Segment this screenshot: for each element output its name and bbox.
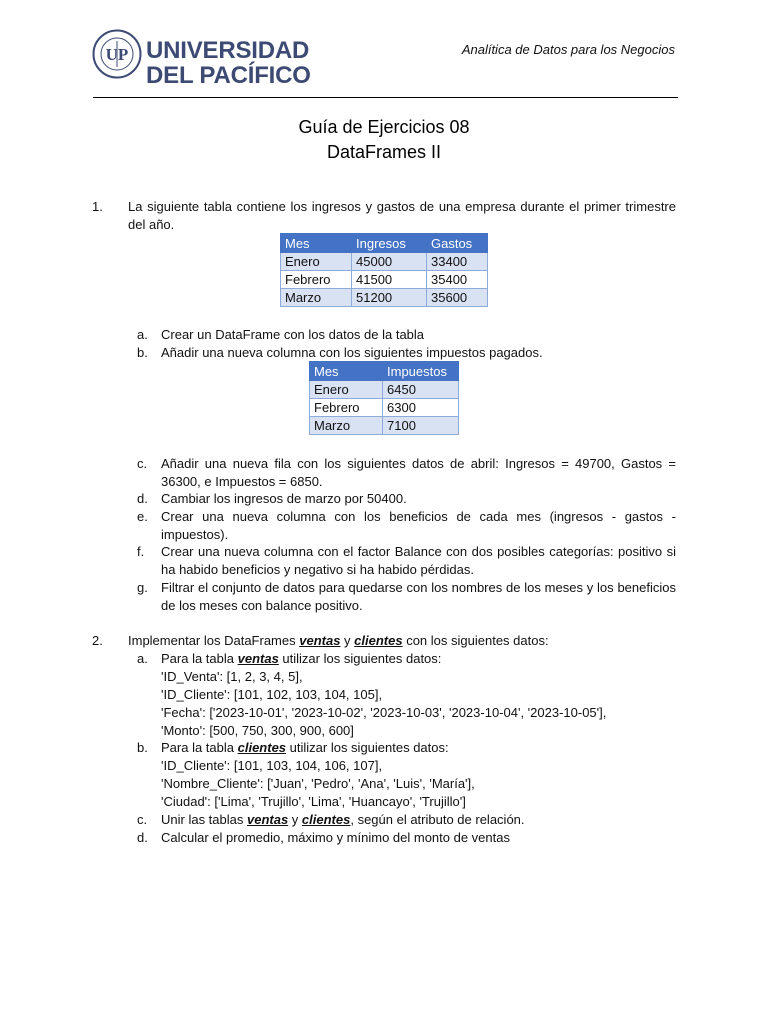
- course-name: Analítica de Datos para los Negocios: [461, 42, 675, 57]
- table-header-cell: Gastos: [427, 234, 488, 253]
- item-text: utilizar los siguientes datos:: [278, 651, 442, 666]
- ventas-data-line: 'Fecha': ['2023-10-01', '2023-10-02', '2023-10-03', '2023-10-04', '2023-10-05'],: [161, 705, 607, 720]
- table-cell: Febrero: [281, 271, 352, 289]
- table-cell: Febrero: [310, 399, 383, 417]
- item-2d-text: Calcular el promedio, máximo y mínimo del monto de ventas: [161, 830, 510, 845]
- table-cell: 6300: [383, 399, 459, 417]
- guide-subtitle: DataFrames II: [326, 142, 442, 162]
- item-letter: g.: [137, 580, 148, 595]
- table-cell: Marzo: [310, 417, 383, 435]
- ventas-name: ventas: [237, 651, 279, 666]
- table-row: [281, 271, 488, 289]
- table-cell: Marzo: [281, 289, 352, 307]
- clientes-data-line: 'Nombre_Cliente': ['Juan', 'Pedro', 'Ana', 'Luis', 'María'],: [161, 776, 475, 791]
- table-cell: 35400: [427, 271, 488, 289]
- item-letter: c.: [137, 812, 148, 827]
- item-text: utilizar los siguientes datos:: [286, 740, 449, 755]
- table-cell: 7100: [383, 417, 459, 435]
- header-divider: [93, 97, 678, 98]
- clientes-name: clientes: [301, 812, 351, 827]
- exercise-2-number: 2.: [92, 633, 103, 648]
- svg-text:UP: UP: [105, 45, 129, 64]
- intro-text: Implementar los DataFrames: [128, 633, 300, 648]
- table-header-cell: Ingresos: [352, 234, 427, 253]
- table-cell: Enero: [281, 253, 352, 271]
- table-header-cell: Mes: [310, 362, 383, 381]
- item-letter: f.: [137, 544, 145, 559]
- item-1c-text: Añadir una nueva fila con los siguientes datos de abril: Ingresos = 49700, Gastos = 36300, e Impuestos = 6850.: [161, 456, 676, 489]
- item-2c-text: [161, 811, 676, 829]
- clientes-data-line: 'ID_Cliente': [101, 103, 104, 106, 107],: [161, 758, 383, 773]
- table-header-cell: Mes: [281, 234, 352, 253]
- table-row: [310, 399, 459, 417]
- item-1e-text: Crear una nueva columna con los beneficios de cada mes (ingresos - gastos - impuestos).: [161, 509, 676, 542]
- item-letter: a.: [137, 327, 148, 342]
- item-1f-text: Crear una nueva columna con el factor Balance con dos posibles categorías: positivo si ha habido beneficios y negativo si ha habido pérdidas.: [161, 544, 676, 577]
- item-text: Unir las tablas: [161, 812, 247, 827]
- item-letter: d.: [137, 491, 148, 506]
- item-letter: d.: [137, 830, 148, 845]
- logo-line-pacifico: DEL PACÍFICO: [146, 62, 311, 89]
- table-cell: 51200: [352, 289, 427, 307]
- item-text: y: [288, 812, 302, 827]
- exercise-1-number: 1.: [92, 199, 103, 214]
- table-cell: 33400: [427, 253, 488, 271]
- table-row: [310, 381, 459, 399]
- clientes-name: clientes: [354, 633, 403, 648]
- item-1b-text: Añadir una nueva columna con los siguientes impuestos pagados.: [161, 345, 543, 360]
- item-letter: c.: [137, 456, 148, 471]
- clientes-name: clientes: [237, 740, 287, 755]
- item-1g-text: Filtrar el conjunto de datos para quedarse con los nombres de los meses y los beneficios de los meses con balance positivo.: [161, 580, 676, 613]
- table-header-row: [310, 362, 459, 381]
- item-letter: b.: [137, 740, 148, 755]
- item-text: , según el atributo de relación.: [350, 812, 525, 827]
- table-header-cell: Impuestos: [383, 362, 459, 381]
- clientes-data-line: 'Ciudad': ['Lima', 'Trujillo', 'Lima', 'Huancayo', 'Trujillo']: [161, 794, 466, 809]
- item-2a-text: [161, 650, 676, 668]
- table-row: [281, 253, 488, 271]
- university-logo: [92, 27, 311, 99]
- table-cell: 35600: [427, 289, 488, 307]
- intro-text: con los siguientes datos:: [402, 633, 549, 648]
- ventas-data-line: 'Monto': [500, 750, 300, 900, 600]: [161, 723, 354, 738]
- exercise-1-intro: La siguiente tabla contiene los ingresos y gastos de una empresa durante el primer trimestre del año.: [128, 199, 676, 232]
- logo-line-universidad: UNIVERSIDAD: [146, 37, 310, 64]
- item-1a-text: Crear un DataFrame con los datos de la tabla: [161, 327, 425, 342]
- table-cell: 6450: [383, 381, 459, 399]
- table-cell: 45000: [352, 253, 427, 271]
- item-1d-text: Cambiar los ingresos de marzo por 50400.: [161, 491, 407, 506]
- table-row: [310, 417, 459, 435]
- university-seal-icon: [92, 29, 142, 79]
- item-letter: b.: [137, 345, 148, 360]
- item-letter: a.: [137, 651, 148, 666]
- income-expense-table: [280, 233, 488, 307]
- table-row: [281, 289, 488, 307]
- item-text: Para la tabla: [161, 651, 238, 666]
- exercise-2-intro: [128, 632, 549, 650]
- item-text: Para la tabla: [161, 740, 238, 755]
- item-letter: e.: [137, 509, 148, 524]
- table-cell: Enero: [310, 381, 383, 399]
- ventas-data-line: 'ID_Cliente': [101, 102, 103, 104, 105],: [161, 687, 383, 702]
- ventas-name: ventas: [246, 812, 289, 827]
- taxes-table: [309, 361, 459, 435]
- table-cell: 41500: [352, 271, 427, 289]
- item-2b-text: [161, 739, 676, 757]
- intro-text: y: [340, 633, 355, 648]
- guide-title: Guía de Ejercicios 08: [298, 117, 470, 137]
- ventas-data-line: 'ID_Venta': [1, 2, 3, 4, 5],: [161, 669, 303, 684]
- table-header-row: [281, 234, 488, 253]
- ventas-name: ventas: [299, 633, 341, 648]
